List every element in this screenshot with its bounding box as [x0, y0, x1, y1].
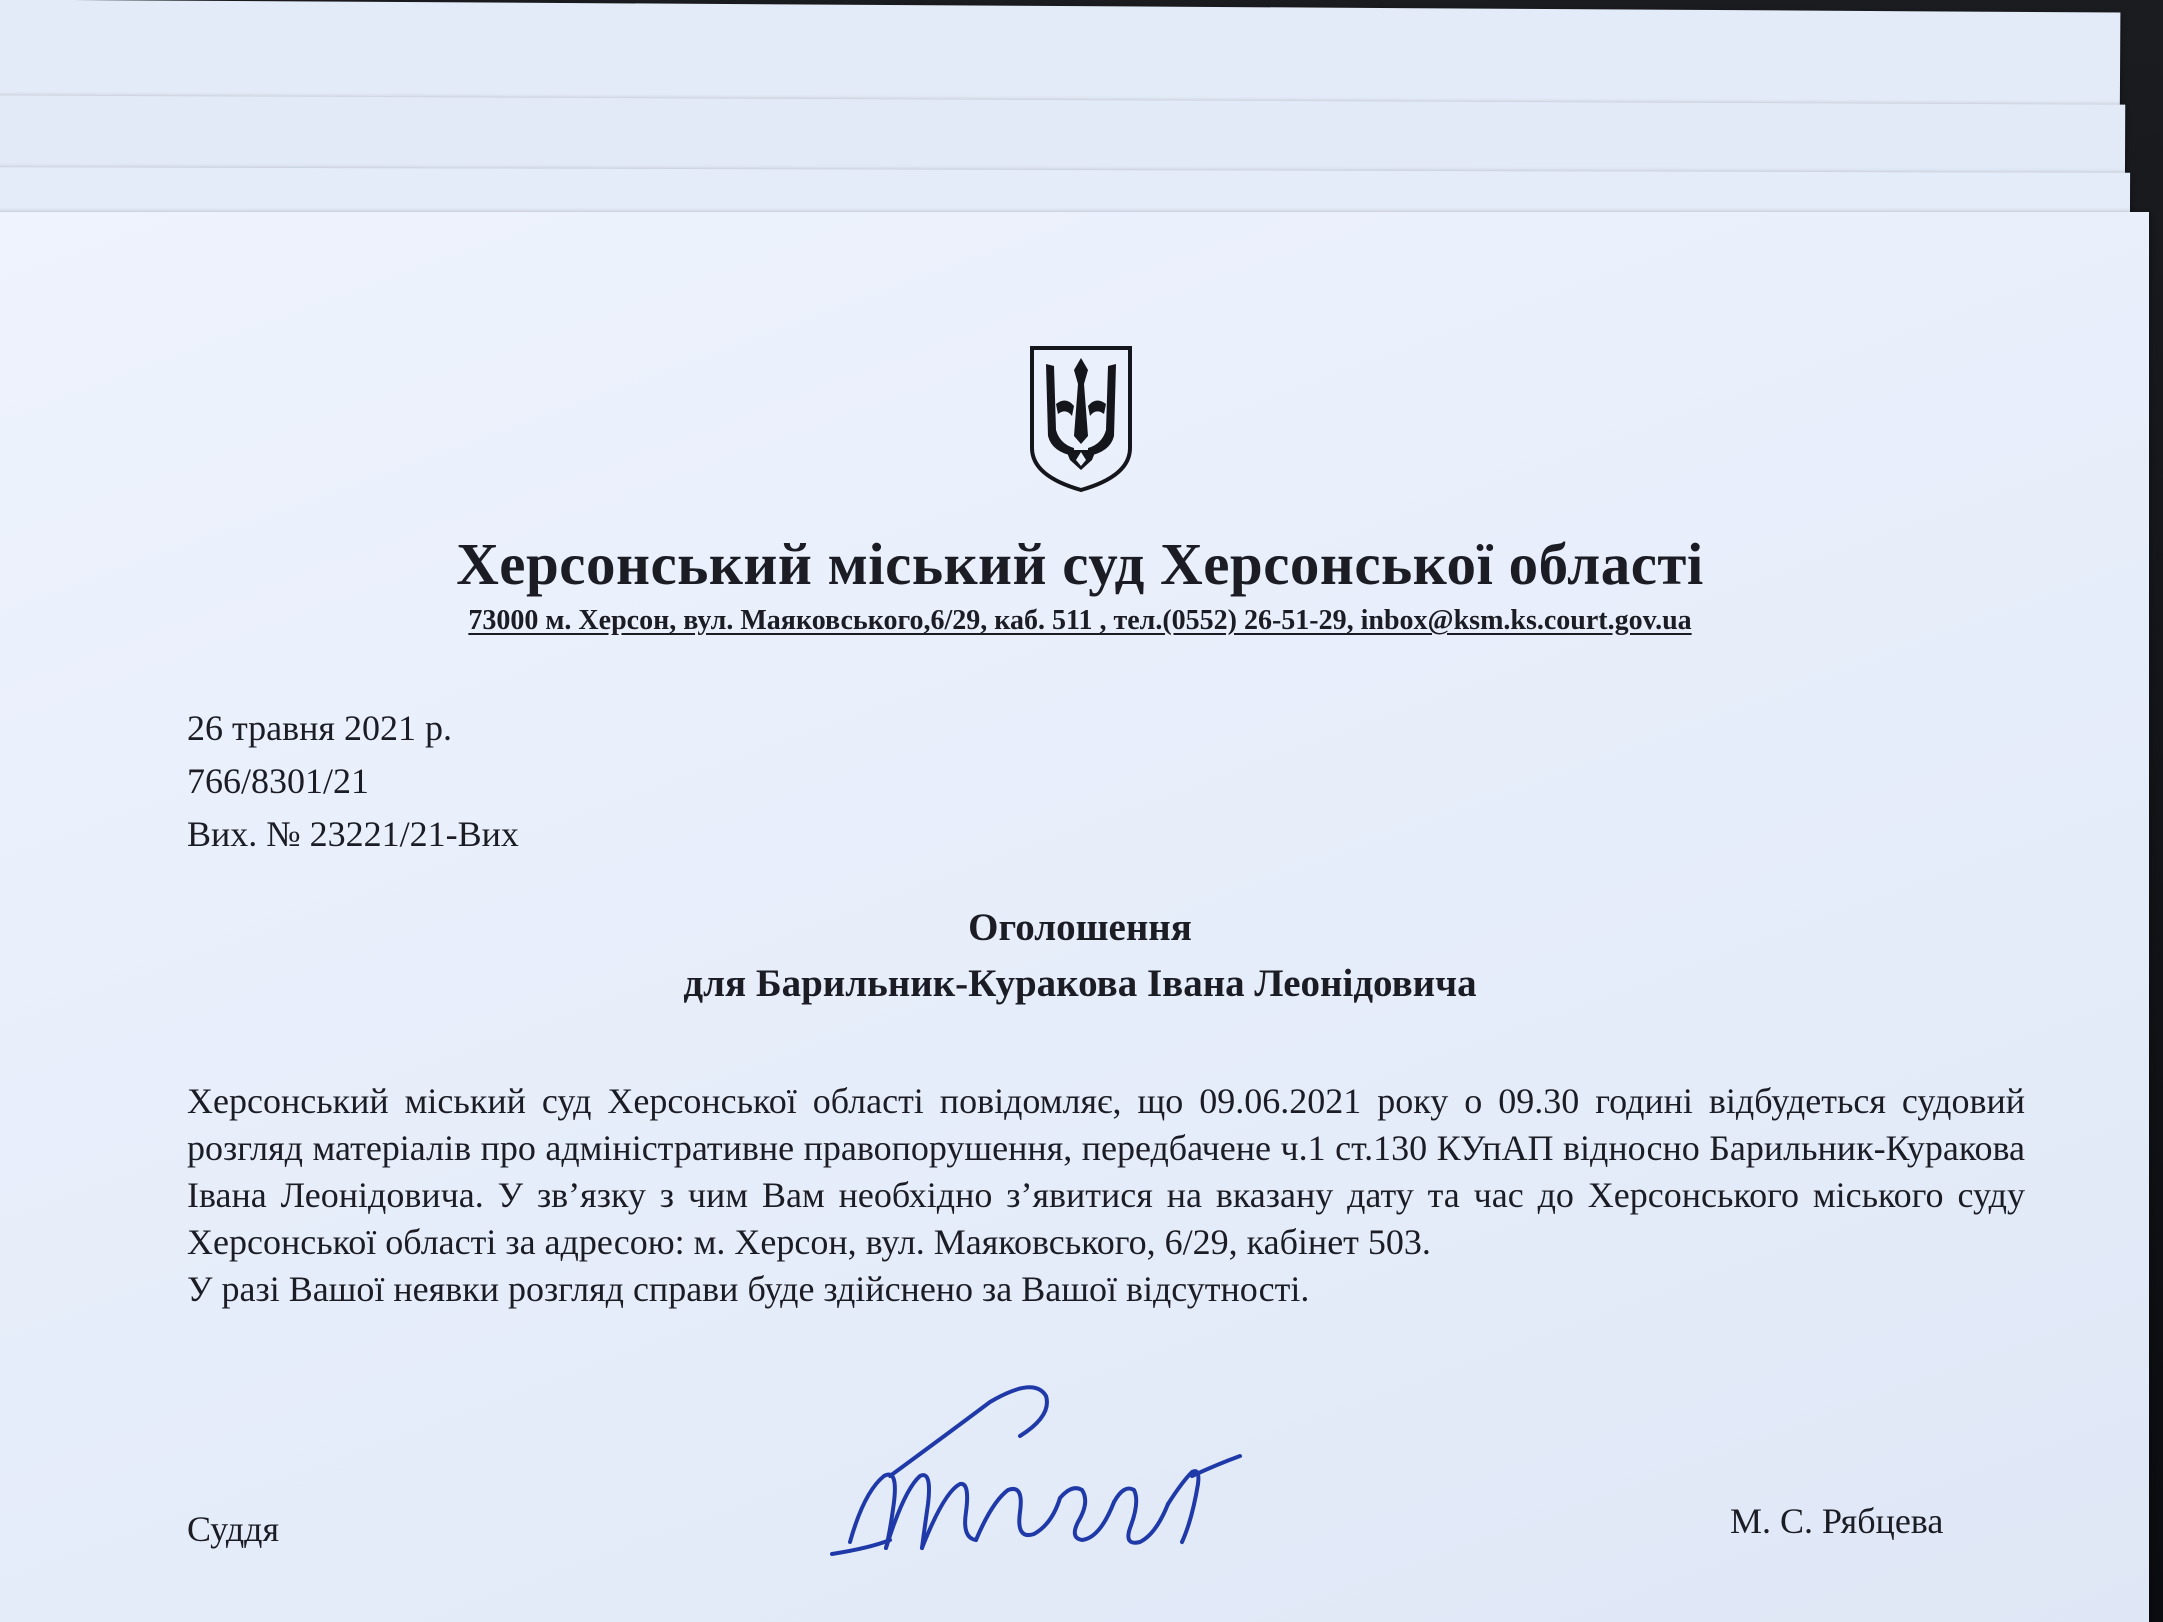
judge-name: М. С. Рябцева — [1730, 1501, 1944, 1541]
handwritten-signature — [820, 1372, 1260, 1572]
notice-body-paragraph: У разі Вашої неявки розгляд справи буде здійснено за Вашої відсутності. — [187, 1269, 1310, 1309]
court-title: Херсонський міський суд Херсонської області — [456, 531, 1704, 597]
court-address-line: 73000 м. Херсон, вул. Маяковського,6/29, каб. 511 , тел.(0552) 26-51-29, inbox@ksm.ks.court.gov.ua — [468, 605, 1692, 636]
notice-title: Оголошення — [968, 906, 1192, 949]
notice-recipient: для Барильник-Куракова Івана Леонідовича — [683, 962, 1477, 1005]
notice-body-paragraph: Херсонський міський суд Херсонської області повідомляє, що 09.06.2021 року о 09.30 годині відбудеться судовий розгляд матеріалів про адміністративне правопорушення, передбачене ч.1 ст.130 КУпАП відносно Барильник-Куракова Івана Леонідовича. У зв’язку з чим Вам необхідно з’явитися на вказану дату та час до Херсонського міського суду Херсонської області за адресою: м. Херсон, вул. Маяковського, 6/29, кабінет 503. — [187, 1081, 2025, 1262]
notice-heading — [300, 900, 1860, 1012]
document-date: 26 травня 2021 р. — [187, 708, 452, 748]
notice-body — [187, 1078, 2025, 1313]
outgoing-number: Вих. № 23221/21-Вих — [187, 814, 519, 854]
case-number: 766/8301/21 — [187, 761, 370, 801]
coat-of-arms-of-ukraine-trident-icon — [1026, 344, 1136, 494]
judge-role-label: Суддя — [187, 1509, 280, 1549]
document-meta — [187, 702, 519, 861]
